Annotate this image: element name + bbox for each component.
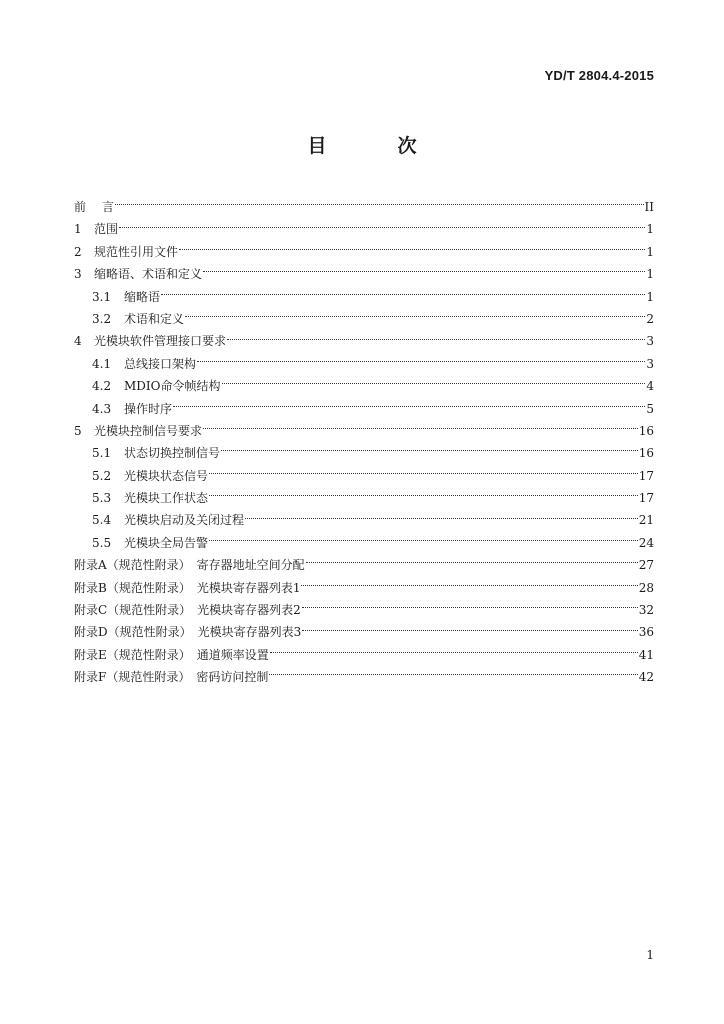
toc-entry[interactable] [74,487,654,509]
toc-entry-number: 4.3 [92,401,112,416]
toc-leader-dots [209,539,638,541]
toc-entry[interactable] [74,375,654,397]
toc-entry-title: 附录B（规范性附录） 光模块寄存器列表1 [74,580,301,595]
toc-leader-dots [270,651,638,653]
toc-entry[interactable] [74,442,654,464]
toc-entry-page: 4 [646,379,654,394]
toc-entry[interactable] [74,420,654,442]
toc-leader-dots [302,606,638,608]
toc-leader-dots [209,494,638,496]
toc-entry-title: 附录A（规范性附录） 寄存器地址空间分配 [74,558,305,573]
toc-entry-title: MDIO命令帧结构 [124,379,221,394]
toc-entry[interactable] [74,577,654,599]
toc-entry[interactable] [74,308,654,330]
toc-leader-dots [221,449,638,451]
toc-entry[interactable] [74,286,654,308]
toc-entry-page: 5 [646,401,654,416]
toc-entry-number: 4 [74,334,82,349]
toc-entry-number: 4.2 [92,379,112,394]
toc-entry-page: 41 [638,647,654,662]
toc-entry[interactable] [74,621,654,643]
toc-entry-page: 2 [646,311,654,326]
toc-entry-title: 光模块工作状态 [124,491,209,506]
toc-entry[interactable] [74,599,654,621]
toc-leader-dots [227,338,645,340]
toc-entry-page: 17 [638,468,654,483]
toc-entry-title: 附录D（规范性附录） 光模块寄存器列表3 [74,625,302,640]
toc-entry-title: 范围 [94,222,119,237]
toc-entry-page: 1 [646,289,654,304]
toc-entry-page: 27 [638,558,654,573]
toc-entry-page: 42 [638,670,654,685]
toc-entry-page: 17 [638,491,654,506]
toc-entry-page: 24 [638,535,654,550]
toc-entry-number: 3 [74,267,82,282]
toc-leader-dots [209,472,638,474]
toc-entry[interactable] [74,666,654,688]
toc-entry-page: 28 [638,580,654,595]
toc-entry-number: 前 [74,200,87,214]
toc-entry-number: 5.3 [92,491,112,506]
toc-entry-title: 光模块状态信号 [124,468,209,483]
toc-leader-dots [203,427,638,429]
toc-leader-dots [197,360,645,362]
toc-entry-page: II [644,200,654,214]
toc-entry-number: 4.1 [92,356,112,371]
page-number: 1 [646,948,654,962]
toc-leader-dots [173,405,645,407]
toc-entry[interactable] [74,509,654,531]
toc-entry-page: 1 [646,267,654,282]
toc-entry[interactable] [74,263,654,285]
toc-entry[interactable] [74,330,654,352]
toc-entry[interactable] [74,353,654,375]
toc-leader-dots [185,315,645,317]
toc-entry-title: 附录E（规范性附录） 通道频率设置 [74,647,269,662]
toc-leader-dots [245,517,638,519]
toc-entry-title: 操作时序 [124,401,173,416]
toc-entry-title: 缩略语 [124,289,161,304]
toc-entry-title: 附录F（规范性附录） 密码访问控制 [74,670,269,685]
standard-code: YD/T 2804.4-2015 [544,68,654,83]
toc-entry-title: 规范性引用文件 [94,244,179,259]
toc-entry-page: 16 [638,423,654,438]
toc-entry-number: 5.4 [92,513,112,528]
toc-entry-page: 1 [646,222,654,237]
toc-entry[interactable] [74,241,654,263]
toc-title: 目 次 [307,135,443,157]
toc-entry-number: 5.5 [92,535,112,550]
toc-entry-number: 5.1 [92,446,112,461]
toc-entry-title: 光模块全局告警 [124,535,209,550]
toc-entry[interactable] [74,218,654,240]
toc-entry-number: 1 [74,222,82,237]
toc-entry-number: 5 [74,423,82,438]
toc-entry-title: 缩略语、术语和定义 [94,267,203,282]
toc-entry[interactable] [74,644,654,666]
toc-entry-title: 光模块软件管理接口要求 [94,334,227,349]
toc-leader-dots [203,270,645,272]
toc-leader-dots [179,248,645,250]
toc-leader-dots [222,382,646,384]
toc-entry-title: 言 [102,200,115,214]
toc-entry-title: 状态切换控制信号 [124,446,221,461]
toc-entry-page: 1 [646,244,654,259]
toc-entry-title: 附录C（规范性附录） 光模块寄存器列表2 [74,603,301,618]
toc-entry-page: 21 [638,513,654,528]
toc-entry-page: 36 [638,625,654,640]
toc-entry-page: 16 [638,446,654,461]
toc-leader-dots [301,584,637,586]
toc-entry[interactable] [74,554,654,576]
toc-entry[interactable] [74,465,654,487]
table-of-contents [74,196,654,689]
toc-leader-dots [161,293,645,295]
toc-entry-title: 总线接口架构 [124,356,197,371]
toc-entry[interactable] [74,398,654,420]
toc-entry-page: 3 [646,334,654,349]
toc-entry-page: 3 [646,356,654,371]
toc-entry-title: 术语和定义 [124,311,185,326]
toc-leader-dots [269,673,637,675]
toc-entry[interactable] [74,196,654,218]
toc-entry-title: 光模块控制信号要求 [94,423,203,438]
toc-leader-dots [115,203,644,205]
toc-leader-dots [119,226,645,228]
toc-leader-dots [306,561,638,563]
toc-entry-number: 5.2 [92,468,112,483]
toc-entry-number: 2 [74,244,82,259]
toc-entry-page: 32 [638,603,654,618]
toc-entry-number: 3.1 [92,289,112,304]
toc-leader-dots [302,629,637,631]
toc-entry-title: 光模块启动及关闭过程 [124,513,245,528]
toc-entry[interactable] [74,532,654,554]
toc-entry-number: 3.2 [92,311,112,326]
